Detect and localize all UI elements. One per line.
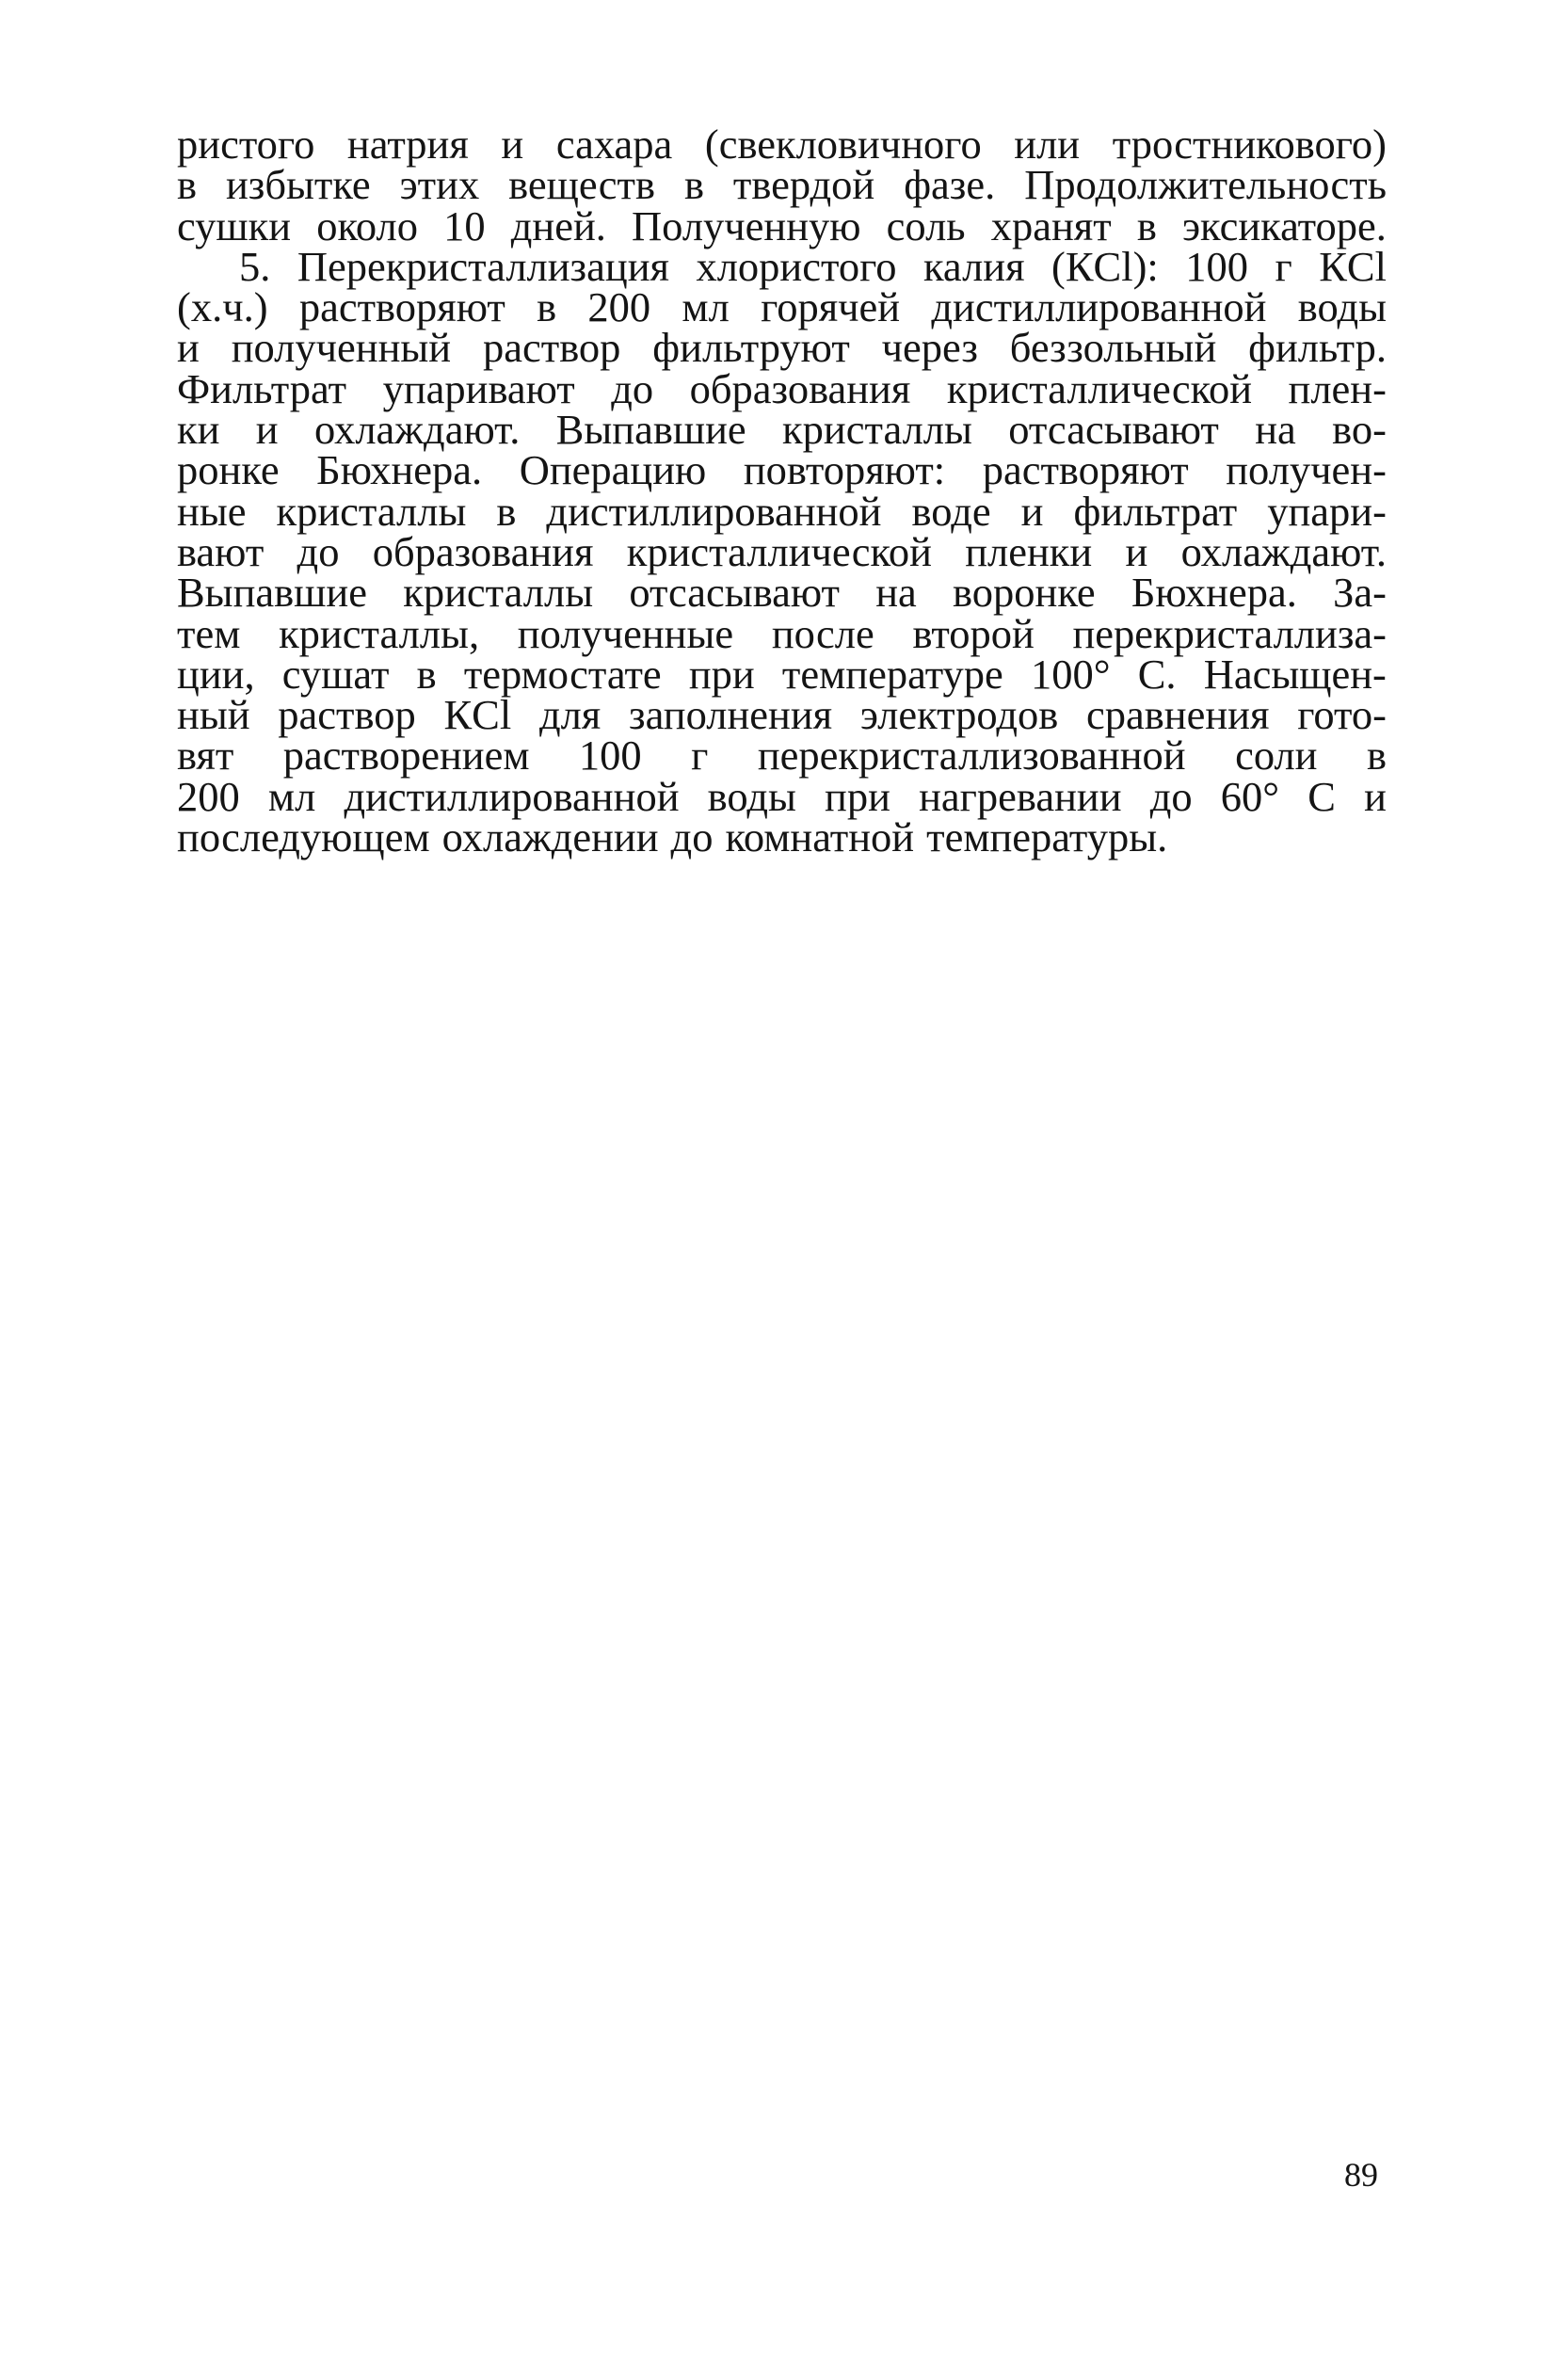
word: второй (912, 609, 1035, 657)
word: температуры. (926, 813, 1168, 861)
word: КCl (443, 691, 512, 739)
word: воронке (953, 569, 1096, 617)
word: соль (886, 201, 966, 249)
word: сушат (281, 650, 390, 698)
word: полученные (517, 609, 734, 657)
word: в (537, 283, 557, 331)
text-line-paragraph-start (177, 242, 1387, 290)
word: перекристаллиза- (1072, 609, 1387, 657)
word: хлористого (696, 242, 897, 290)
word: ции, (177, 650, 255, 698)
word: растворяют (982, 446, 1189, 494)
word: г (691, 732, 709, 780)
word: вают (177, 527, 265, 575)
text-line (177, 406, 1387, 454)
word: упаривают (382, 364, 575, 412)
word: на (1255, 406, 1296, 454)
word: этих (399, 161, 480, 209)
word: Фильтрат (177, 364, 347, 412)
word: дистиллированной (931, 283, 1267, 331)
word: фазе. (904, 161, 996, 209)
word: комнатной (725, 813, 915, 861)
word: ристого (177, 121, 315, 168)
word: сахара (555, 121, 673, 168)
word: 100° (1030, 650, 1111, 698)
word: тростникового) (1112, 121, 1387, 168)
word: Выпавшие (177, 569, 367, 617)
word: воде (911, 487, 991, 535)
word: в (496, 487, 517, 535)
text-line (177, 527, 1387, 575)
text-line-paragraph-end (177, 813, 1387, 861)
word: кристаллы (276, 487, 467, 535)
word: пленки (965, 527, 1093, 575)
word: Полученную (632, 201, 861, 249)
word: (х.ч.) (177, 283, 268, 331)
word: сравнения (1086, 691, 1270, 739)
word: при (825, 772, 890, 820)
word: г (1275, 242, 1292, 290)
word: (свекловичного (704, 121, 982, 168)
word: соли (1235, 732, 1318, 780)
word: 200 (177, 772, 240, 820)
word: образования (689, 364, 911, 412)
word: до (670, 813, 714, 861)
word: до (611, 364, 654, 412)
word: веществ (508, 161, 655, 209)
word: и (1125, 527, 1148, 575)
word: избытке (225, 161, 371, 209)
word: фильтрат (1073, 487, 1238, 535)
word: фильтруют (652, 324, 850, 372)
word: фильтр. (1248, 324, 1387, 372)
word: воды (707, 772, 796, 820)
word: ный (177, 691, 250, 739)
word: кристаллы (782, 406, 972, 454)
word: мл (682, 283, 730, 331)
word: кристаллы (403, 569, 594, 617)
word: или (1014, 121, 1081, 168)
word: эксикаторе. (1181, 201, 1387, 249)
word: дней. (510, 201, 606, 249)
word: последующем (177, 813, 430, 861)
text-line (177, 201, 1387, 249)
word: в (683, 161, 704, 209)
word: Операцию (519, 446, 707, 494)
word: около (316, 201, 418, 249)
page-body-text (177, 121, 1387, 861)
word: Перекристаллизация (297, 242, 669, 290)
word: раствор (483, 324, 621, 372)
word: отсасывают (1008, 406, 1219, 454)
word: дистиллированной (546, 487, 882, 535)
text-line (177, 569, 1387, 617)
text-line (177, 487, 1387, 535)
text-line (177, 161, 1387, 209)
word: воды (1297, 283, 1387, 331)
word: и (177, 324, 200, 372)
word: гото- (1297, 691, 1387, 739)
word: вят (177, 732, 234, 780)
word: отсасывают (629, 569, 840, 617)
word: Продолжительность (1024, 161, 1387, 209)
word: 100 (1185, 242, 1249, 290)
word: За- (1333, 569, 1387, 617)
text-line (177, 324, 1387, 372)
word: термостате (463, 650, 662, 698)
word: в (1366, 732, 1387, 780)
word: до (297, 527, 340, 575)
text-line (177, 732, 1387, 780)
word: Насыщен- (1203, 650, 1387, 698)
word: С (1307, 772, 1336, 820)
word: ки (177, 406, 220, 454)
word: во- (1332, 406, 1387, 454)
word: и (1020, 487, 1044, 535)
word: кристаллической (626, 527, 932, 575)
text-line (177, 772, 1387, 820)
word: при (688, 650, 755, 698)
word: охлаждении (441, 813, 659, 861)
word: упари- (1267, 487, 1387, 535)
word: охлаждают. (313, 406, 521, 454)
word: в (177, 161, 198, 209)
text-line (177, 283, 1387, 331)
text-line (177, 650, 1387, 698)
word: 200 (587, 283, 651, 331)
word: КCl (1319, 242, 1387, 290)
word: электродов (859, 691, 1059, 739)
word: ные (177, 487, 247, 535)
word: и (1364, 772, 1387, 820)
word: сушки (177, 201, 292, 249)
word: плен- (1288, 364, 1387, 412)
word: раствор (278, 691, 416, 739)
word: получен- (1226, 446, 1387, 494)
word: (КCl): (1051, 242, 1159, 290)
word: С. (1137, 650, 1177, 698)
word: охлаждают. (1180, 527, 1387, 575)
word: дистиллированной (344, 772, 680, 820)
word: нагревании (919, 772, 1122, 820)
word: на (875, 569, 917, 617)
word: образования (372, 527, 594, 575)
word: в (1136, 201, 1157, 249)
word: растворением (282, 732, 530, 780)
word: 10 (443, 201, 486, 249)
word: ронке (177, 446, 280, 494)
word: в (416, 650, 437, 698)
word: беззольный (1009, 324, 1217, 372)
word: 60° (1220, 772, 1280, 820)
word: полученный (231, 324, 452, 372)
word: для (538, 691, 602, 739)
word: температуре (781, 650, 1003, 698)
word: заполнения (629, 691, 833, 739)
word: Выпавшие (555, 406, 746, 454)
word: кристаллы, (279, 609, 480, 657)
word: натрия (346, 121, 469, 168)
word: Бюхнера. (316, 446, 483, 494)
text-line (177, 446, 1387, 494)
word: и (501, 121, 524, 168)
page-number: 89 (1344, 2156, 1378, 2194)
text-line (177, 609, 1387, 657)
word: кристаллической (946, 364, 1253, 412)
word: растворяют (298, 283, 505, 331)
word: хранят (990, 201, 1112, 249)
word: твердой (732, 161, 875, 209)
word: через (881, 324, 978, 372)
text-line (177, 364, 1387, 412)
word: тем (177, 609, 241, 657)
word: горячей (761, 283, 901, 331)
word: калия (922, 242, 1025, 290)
word: повторяют: (743, 446, 946, 494)
word: 100 (578, 732, 642, 780)
word: мл (267, 772, 316, 820)
word: и (255, 406, 279, 454)
word: Бюхнера. (1131, 569, 1297, 617)
text-line (177, 121, 1387, 168)
word: 5. (239, 242, 271, 290)
word: перекристаллизованной (757, 732, 1186, 780)
word: после (771, 609, 874, 657)
text-line (177, 691, 1387, 739)
word: до (1149, 772, 1193, 820)
